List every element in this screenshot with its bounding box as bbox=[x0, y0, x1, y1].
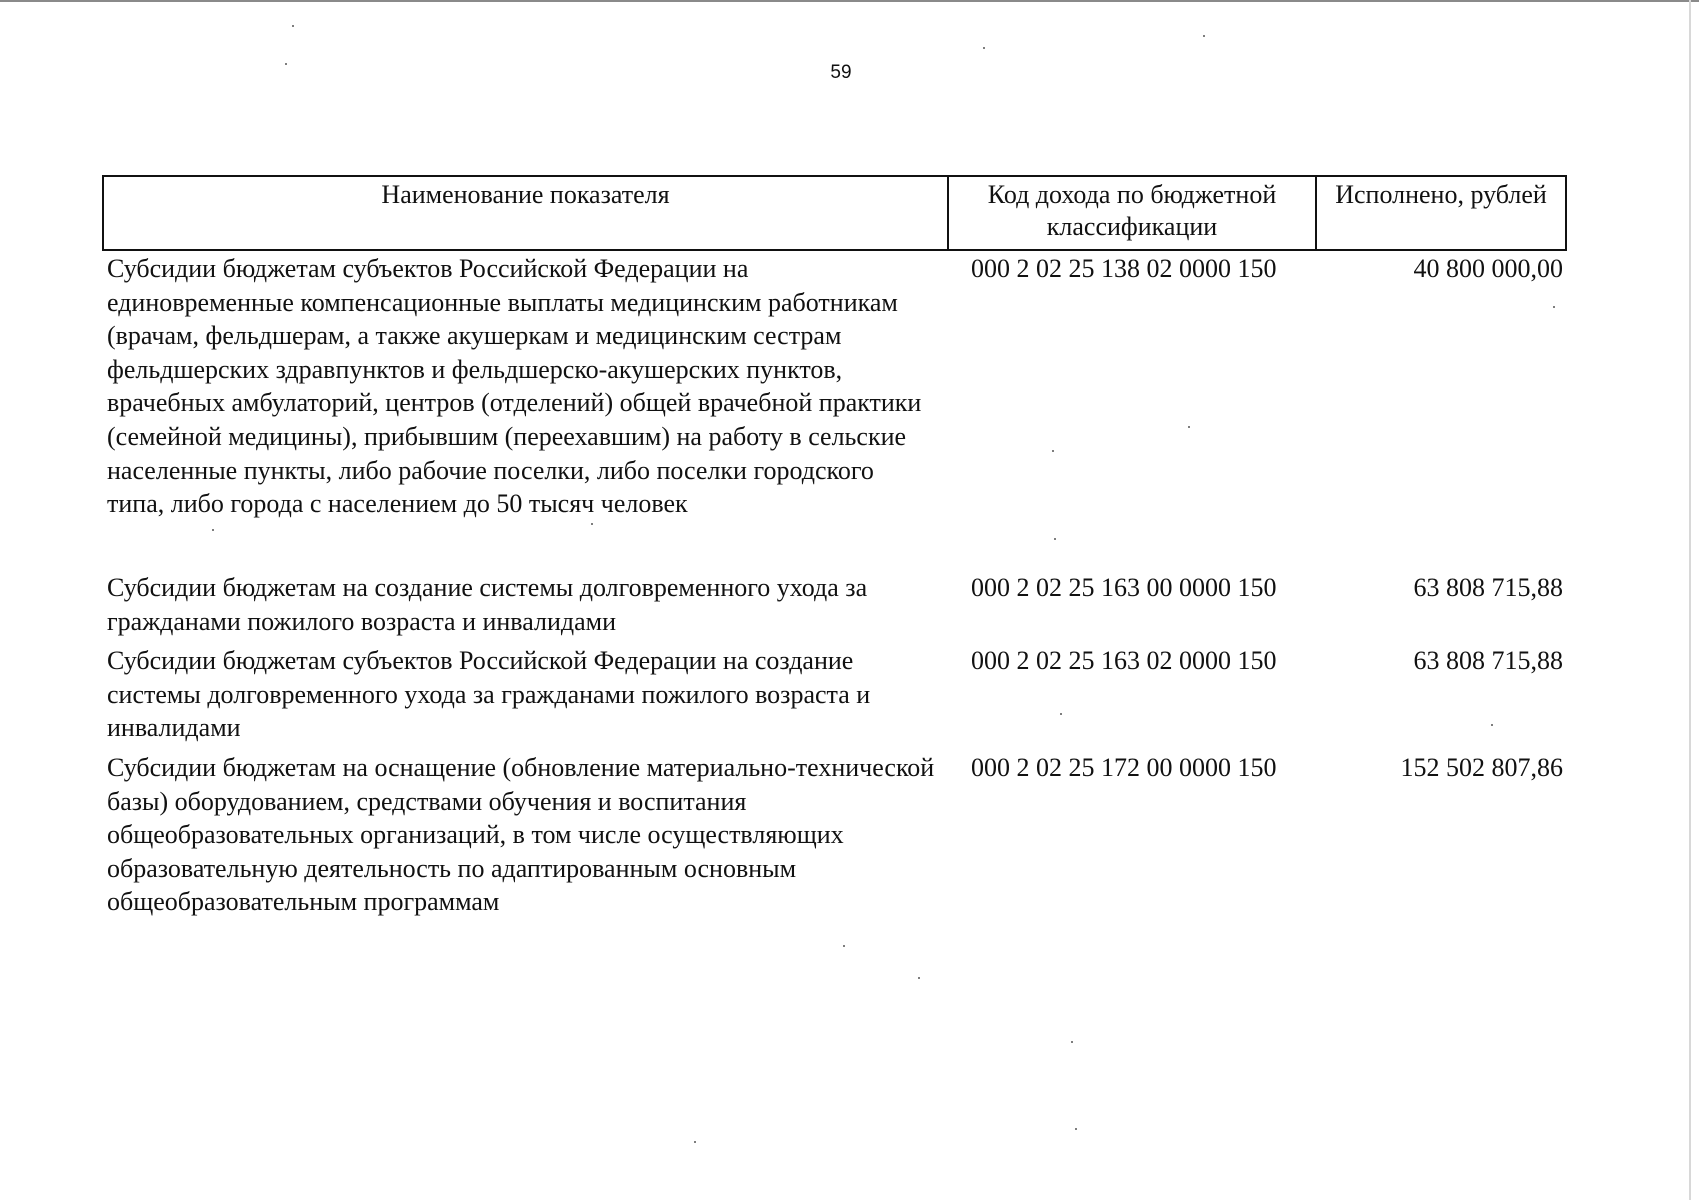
row-amount: 152 502 807,86 bbox=[1400, 753, 1563, 782]
scan-speck bbox=[1491, 724, 1493, 726]
header-name: Наименование показателя bbox=[381, 180, 670, 209]
scan-speck bbox=[1052, 450, 1054, 452]
scan-speck bbox=[1060, 713, 1062, 715]
scan-speck bbox=[292, 25, 294, 27]
row-code: 000 2 02 25 138 02 0000 150 bbox=[971, 254, 1277, 283]
scan-speck bbox=[285, 63, 287, 65]
scan-speck bbox=[1075, 1128, 1077, 1130]
page-number: 59 bbox=[830, 62, 852, 83]
scan-speck bbox=[843, 945, 845, 947]
row-amount: 63 808 715,88 bbox=[1413, 573, 1563, 602]
scan-speck bbox=[918, 977, 920, 979]
header-code: Код дохода по бюджетной классификации bbox=[987, 180, 1277, 241]
row-code: 000 2 02 25 163 02 0000 150 bbox=[971, 646, 1277, 675]
scan-speck bbox=[212, 529, 214, 531]
scan-speck bbox=[1071, 1041, 1073, 1043]
scan-speck bbox=[983, 47, 985, 49]
row-code: 000 2 02 25 172 00 0000 150 bbox=[971, 753, 1277, 782]
row-name: Субсидии бюджетам на создание системы долговременного ухода за гражданами пожилого возраста и инвалидами bbox=[107, 573, 868, 636]
row-amount: 63 808 715,88 bbox=[1413, 646, 1563, 675]
header-amount: Исполнено, рублей bbox=[1335, 180, 1547, 209]
row-amount: 40 800 000,00 bbox=[1413, 254, 1563, 283]
row-code: 000 2 02 25 163 00 0000 150 bbox=[971, 573, 1277, 602]
scan-speck bbox=[1188, 426, 1190, 428]
scan-top-edge bbox=[0, 0, 1699, 2]
scan-speck bbox=[694, 1141, 696, 1143]
row-name: Субсидии бюджетам на оснащение (обновление материально-технической базы) оборудованием, средствами обучения и воспитания общеобразовательных организаций, в том числе осуществляющих образовательную деятельность по адаптированным основным общеобразовательным программам bbox=[107, 753, 935, 917]
scan-speck bbox=[591, 523, 593, 525]
row-name: Субсидии бюджетам субъектов Российской Федерации на единовременные компенсационные выплаты медицинским работникам (врачам, фельдшерам, а также акушеркам и медицинским сестрам фельдшерских здравпунктов и фельдшерско-акушерских пунктов, врачебных амбулаторий, центров (отделений) общей врачебной практики (семейной медицины), прибывшим (переехавшим) на работу в сельские населенные пункты, либо рабочие поселки, либо поселки городского типа, либо города с населением до 50 тысяч человек bbox=[107, 254, 922, 519]
row-name: Субсидии бюджетам субъектов Российской Федерации на создание системы долговременного ухода за гражданами пожилого возраста и инвалидами bbox=[107, 646, 871, 743]
scan-speck bbox=[1553, 306, 1555, 308]
table-header bbox=[102, 175, 1567, 251]
scan-speck bbox=[1203, 35, 1205, 37]
scan-right-edge bbox=[1689, 0, 1691, 1200]
scan-speck bbox=[1054, 538, 1056, 540]
